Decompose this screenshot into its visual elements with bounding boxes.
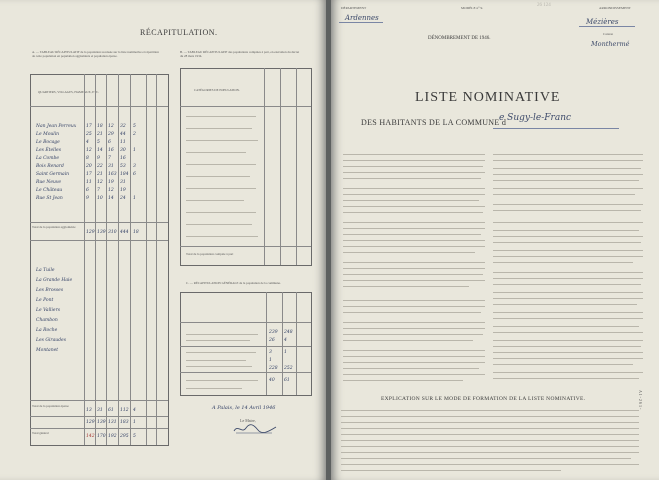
table-cell: 61 [284,378,290,383]
table-cell: 12 [108,188,114,193]
table-cell: 32 [120,124,126,129]
census-year: DÉNOMBREMENT DE 1946. [428,36,491,41]
table-cell: 9 [97,156,100,161]
table-cell: 139 [97,420,106,425]
table-cell: 6 [108,140,111,145]
table-cell: 14 [97,148,103,153]
signature-label: Le Maire, [240,418,256,423]
table-a-col-header: QUARTIERS, VILLAGES, HAMEAUX, ETC. [38,90,100,94]
table-cell: 30 [120,148,126,153]
table-cell: 18 [97,124,103,129]
place-name: Rue St Jean [36,196,63,201]
table-cell: 22 [97,164,103,169]
table-cell: 239 [269,330,278,335]
place-name: Le Pont [36,298,54,303]
table-cell: 4 [284,338,287,343]
table-b-total-label: Total de la population comptée à part [186,252,234,256]
place-name: Les Brosses [36,288,64,293]
table-cell: 31 [120,180,126,185]
table-cell: 21 [97,172,103,177]
table-cell: 16 [120,156,126,161]
table-cell: 4 [133,408,136,413]
left-page [0,0,326,480]
table-cell: 248 [284,330,293,335]
place-name: Saint Germain [36,172,70,177]
table-cell: 19 [108,180,114,185]
table-cell: 184 [120,172,129,177]
table-cell: 17 [86,124,92,129]
table-cell: 444 [120,230,129,235]
table-cell: 3 [133,164,136,169]
table-cell: 310 [108,230,117,235]
dept-label: DÉPARTEMENT [341,6,367,10]
place-name: Le Bocage [36,140,60,145]
table-cell: 13 [86,408,92,413]
table-cell: 11 [86,180,92,185]
table-cell: 61 [108,408,114,413]
canton-value: Monthermé [591,40,630,48]
table-cell: 1 [133,420,136,425]
place-name: Bois Renard [36,164,64,169]
place-name: Nan Jean Perreux [36,124,77,129]
table-cell: 5 [97,140,100,145]
table-cell: 6 [133,172,136,177]
table-cell: 29 [108,132,114,137]
table-cell: 31 [108,164,114,169]
table-cell: 25 [86,132,92,137]
table-cell: 1 [284,350,287,355]
place-name: Le Château [36,188,63,193]
arr-value: Mézières [586,18,619,26]
table-cell: 11 [120,140,126,145]
table-cell: 7 [97,188,100,193]
right-page [331,0,659,480]
table-cell: 129 [86,230,95,235]
table-cell: 192 [108,434,117,439]
table-cell: 4 [86,140,89,145]
table-cell: 5 [133,434,136,439]
table-cell: 9 [86,196,89,201]
table-b-col-header: CATÉGORIES DE POPULATION. [194,88,240,92]
table-cell: 183 [120,420,129,425]
total-agglomeree-label: Total de la population agglomérée [32,225,76,229]
table-cell: 26 [269,338,275,343]
table-cell: 252 [284,366,293,371]
table-cell: 24 [120,196,126,201]
place-name: La Tuile [36,268,55,273]
commune-name: e Sugy-le-Franc [499,113,572,123]
section-a-heading: A. — TABLEAU RÉCAPITULATIF de la population recensée sur la liste nominative et répartition de cette population en population agglomérée et population éparse. [32,50,159,58]
dept-value: Ardennes [345,14,379,22]
table-cell: 142 [86,434,95,439]
table-cell: 17 [86,172,92,177]
table-cell: 12 [86,148,92,153]
place-name: Chambon [36,318,58,323]
table-cell: 12 [97,180,103,185]
table-cell: 7 [108,156,111,161]
table-cell: 14 [108,196,114,201]
archive-stamp: 26 124 [537,3,551,8]
total-eparse-label: Total de la population éparse [32,404,69,408]
model-number: MODÈLE n° 9. [461,6,484,10]
explication-heading: EXPLICATION SUR LE MODE DE FORMATION DE LA LISTE NOMINATIVE. [381,396,586,402]
table-cell: 1 [269,358,272,363]
table-cell: 31 [97,408,103,413]
table-cell: 6 [86,188,89,193]
place-date: A Palais, le 14 Avril 1946 [212,405,276,411]
table-a [30,74,169,446]
place-name: Rue Neuve [36,180,62,185]
place-name: Les Giraudes [36,338,67,343]
place-name: La Combe [36,156,60,161]
table-cell: 18 [133,230,139,235]
place-name: Les Ételles [36,148,61,153]
table-cell: 1 [133,148,136,153]
table-cell: 8 [86,156,89,161]
table-cell: 2 [133,132,136,137]
place-name: Montanet [36,348,59,353]
archive-code: A 1 - 2 6 1 - [638,390,643,410]
table-cell: 129 [86,420,95,425]
table-cell: 3 [269,350,272,355]
place-name: La Roche [36,328,58,333]
table-cell: 40 [269,378,275,383]
table-cell: 1 [133,196,136,201]
doc-subtitle: DES HABITANTS DE LA COMMUNE d [361,118,507,127]
total-general-label: Total général [32,431,49,435]
table-cell: 228 [269,366,278,371]
mayor-signature [232,422,278,436]
table-cell: 170 [97,434,106,439]
table-cell: 295 [120,434,129,439]
table-cell: 20 [86,164,92,169]
doc-title: LISTE NOMINATIVE [415,90,561,105]
section-c-heading: C. — RÉCAPITULATION GÉNÉRALE de la population de la commune. [186,281,281,285]
place-name: La Grande Haie [36,278,73,283]
table-cell: 12 [108,124,114,129]
table-cell: 139 [97,230,106,235]
table-cell: 19 [120,188,126,193]
place-name: Le Moulin [36,132,60,137]
table-cell: 44 [120,132,126,137]
table-cell: 163 [108,172,117,177]
table-cell: 5 [133,124,136,129]
table-cell: 21 [97,132,103,137]
arr-label: ARRONDISSEMENT [599,6,631,10]
table-cell: 131 [108,420,117,425]
table-cell: 16 [108,148,114,153]
table-cell: 53 [120,164,126,169]
place-name: Le Valliers [36,308,61,313]
section-b-heading: B. — TABLEAU RÉCAPITULATIF des populations comptées à part, en exécution du décret du 28 mars 1934. [180,50,300,58]
table-cell: 10 [97,196,103,201]
recap-title: RÉCAPITULATION. [140,28,218,37]
canton-label: Canton [603,32,614,36]
table-cell: 112 [120,408,129,413]
